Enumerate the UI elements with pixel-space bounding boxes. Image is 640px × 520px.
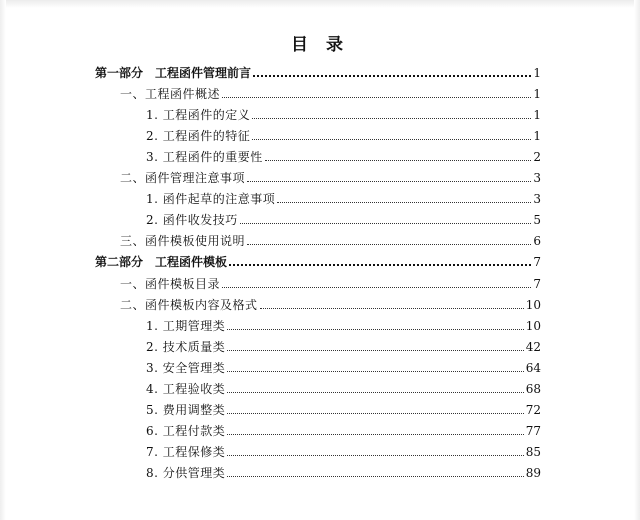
toc-subsection-entry[interactable]	[146, 439, 541, 459]
toc-page-number: 5	[533, 213, 541, 227]
toc-subsection-entry[interactable]	[146, 123, 541, 143]
toc-leader-dots	[247, 180, 531, 182]
toc-title: 目 录	[291, 35, 349, 55]
toc-page-number: 10	[525, 298, 541, 312]
toc-subsection-entry[interactable]	[146, 460, 541, 480]
toc-entry-label: 3. 工程函件的重要性	[146, 150, 263, 164]
toc-entry-label: 6. 工程付款类	[146, 424, 226, 438]
toc-entry-label: 5. 费用调整类	[146, 403, 226, 417]
toc-leader-dots	[252, 138, 531, 140]
toc-page-number: 89	[525, 466, 541, 480]
toc-entry-label: 1. 工程函件的定义	[146, 108, 251, 122]
toc-leader-dots	[227, 328, 523, 330]
toc-leader-dots	[222, 286, 531, 288]
toc-entry-label: 1. 函件起草的注意事项	[146, 192, 276, 206]
toc-entry-label: 1. 工期管理类	[146, 319, 226, 333]
toc-page-number: 64	[525, 361, 541, 375]
toc-page-number: 6	[533, 234, 541, 248]
toc-page-number: 77	[525, 424, 541, 438]
toc-leader-dots	[265, 159, 531, 161]
toc-entry-label: 4. 工程验收类	[146, 382, 226, 396]
toc-leader-dots	[227, 454, 523, 456]
toc-page-number: 42	[525, 340, 541, 354]
toc-section-entry[interactable]	[120, 81, 541, 101]
toc-leader-dots	[252, 117, 531, 119]
toc-leader-dots	[260, 307, 524, 309]
toc-subsection-entry[interactable]	[146, 186, 541, 206]
toc-page-number: 72	[525, 403, 541, 417]
toc-subsection-entry[interactable]	[146, 207, 541, 227]
toc-subsection-entry[interactable]	[146, 313, 541, 333]
toc-leader-dots	[229, 263, 531, 266]
toc-leader-dots	[247, 243, 531, 245]
toc-leader-dots	[240, 222, 531, 224]
toc-leader-dots	[222, 96, 531, 98]
toc-page-number: 1	[533, 66, 541, 80]
toc-entry-label: 第一部分 工程函件管理前言	[95, 66, 252, 80]
toc-page-number: 3	[533, 171, 541, 185]
toc-entry-label: 一、工程函件概述	[120, 87, 221, 101]
toc-page-number: 68	[525, 382, 541, 396]
toc-entry-label: 一、函件模板目录	[120, 277, 221, 291]
toc-entry-label: 二、函件管理注意事项	[120, 171, 246, 185]
toc-page-number: 2	[533, 150, 541, 164]
toc-leader-dots	[253, 74, 531, 77]
toc-leader-dots	[227, 349, 523, 351]
toc-section-entry[interactable]	[120, 165, 541, 185]
toc-subsection-entry[interactable]	[146, 397, 541, 417]
toc-section-entry[interactable]	[120, 292, 541, 312]
toc-leader-dots	[277, 201, 531, 203]
page-edge-left	[0, 0, 6, 520]
toc-page-number: 85	[525, 445, 541, 459]
toc-page-number: 1	[533, 108, 541, 122]
toc-subsection-entry[interactable]	[146, 376, 541, 396]
toc-page-number: 7	[533, 255, 541, 269]
toc-page-number: 3	[533, 192, 541, 206]
toc-page-number: 1	[533, 129, 541, 143]
toc-subsection-entry[interactable]	[146, 418, 541, 438]
toc-entry-label: 2. 函件收发技巧	[146, 213, 238, 227]
toc-leader-dots	[227, 412, 523, 414]
toc-subsection-entry[interactable]	[146, 144, 541, 164]
toc-subsection-entry[interactable]	[146, 334, 541, 354]
toc-subsection-entry[interactable]	[146, 102, 541, 122]
toc-leader-dots	[227, 475, 523, 477]
toc-entry-label: 2. 工程函件的特征	[146, 129, 251, 143]
toc-entry-label: 8. 分供管理类	[146, 466, 226, 480]
toc-page-number: 10	[525, 319, 541, 333]
toc-section-entry[interactable]	[120, 228, 541, 248]
toc-page-number: 1	[533, 87, 541, 101]
toc-entry-label: 二、函件模板内容及格式	[120, 298, 258, 312]
page-edge-right	[634, 0, 640, 520]
toc-leader-dots	[227, 433, 523, 435]
page-edge-top	[0, 0, 640, 8]
toc-section-entry[interactable]	[120, 271, 541, 291]
toc-entry-label: 2. 技术质量类	[146, 340, 226, 354]
toc-page-number: 7	[533, 277, 541, 291]
toc-leader-dots	[227, 391, 523, 393]
toc-entry-label: 7. 工程保修类	[146, 445, 226, 459]
toc-entry-label: 三、函件模板使用说明	[120, 234, 246, 248]
toc-part-entry[interactable]	[95, 60, 541, 80]
toc-subsection-entry[interactable]	[146, 355, 541, 375]
toc-entry-label: 第二部分 工程函件模板	[95, 255, 228, 269]
toc-part-entry[interactable]	[95, 249, 541, 269]
toc-entry-label: 3. 安全管理类	[146, 361, 226, 375]
toc-leader-dots	[227, 370, 523, 372]
